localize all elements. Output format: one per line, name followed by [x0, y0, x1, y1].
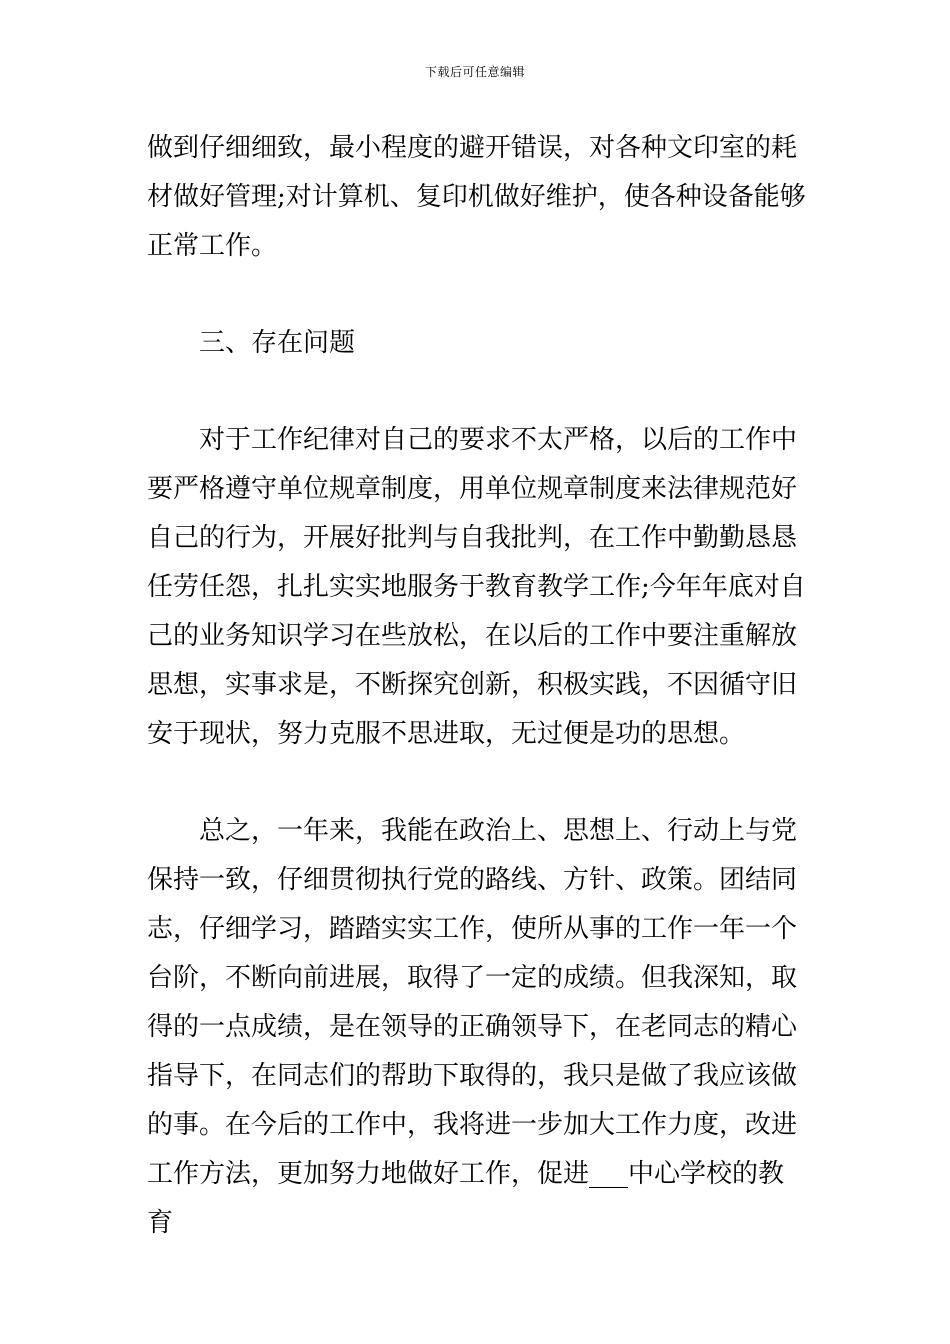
paragraph-summary: 总之，一年来，我能在政治上、思想上、行动上与党 保持一致，仔细贯彻执行党的路线、方针、政策。团结同 志，仔细学习，踏踏实实工作，使所从事的工作一年一个 台阶，不断向前进展，取得了一定的成绩。但我深知，取 得的一点成绩，是在领导的正确领导下，在老同志的精心 指导下，在同志们的帮助下取得的，我只是做了我应该做 的事。在今后的工作中，我将进一步加大工作力度，改进 工作方法，更加努力地做好工作，促进___中心学校的教育: [147, 816, 798, 1238]
document-body: [147, 124, 807, 1248]
paragraph-gap: [147, 368, 807, 416]
paragraph-gap: [147, 759, 807, 807]
paragraph-continuation: 做到仔细细致，最小程度的避开错误，对各种文印室的耗 材做好管理;对计算机、复印机做好维护，使各种设备能够 正常工作。: [147, 133, 806, 261]
paragraph-problems: 对于工作纪律对自己的要求不太严格，以后的工作中 要严格遵守单位规章制度，用单位规章制度来法律规范好 自己的行为，开展好批判与自我批判，在工作中勤勤恳恳 任劳任怨，扎扎实实地服务于教育教学工作;今年年底对自 己的业务知识学习在些放松，在以后的工作中要注重解放 思想，实事求是，不断探究创新，积极实践，不因循守旧 安于现状，努力克服不思进取，无过便是功的思想。: [147, 425, 806, 749]
page-header: 下载后可任意编辑: [424, 65, 525, 79]
paragraph-gap: [147, 271, 807, 319]
section-heading: 三、存在问题: [147, 328, 356, 358]
